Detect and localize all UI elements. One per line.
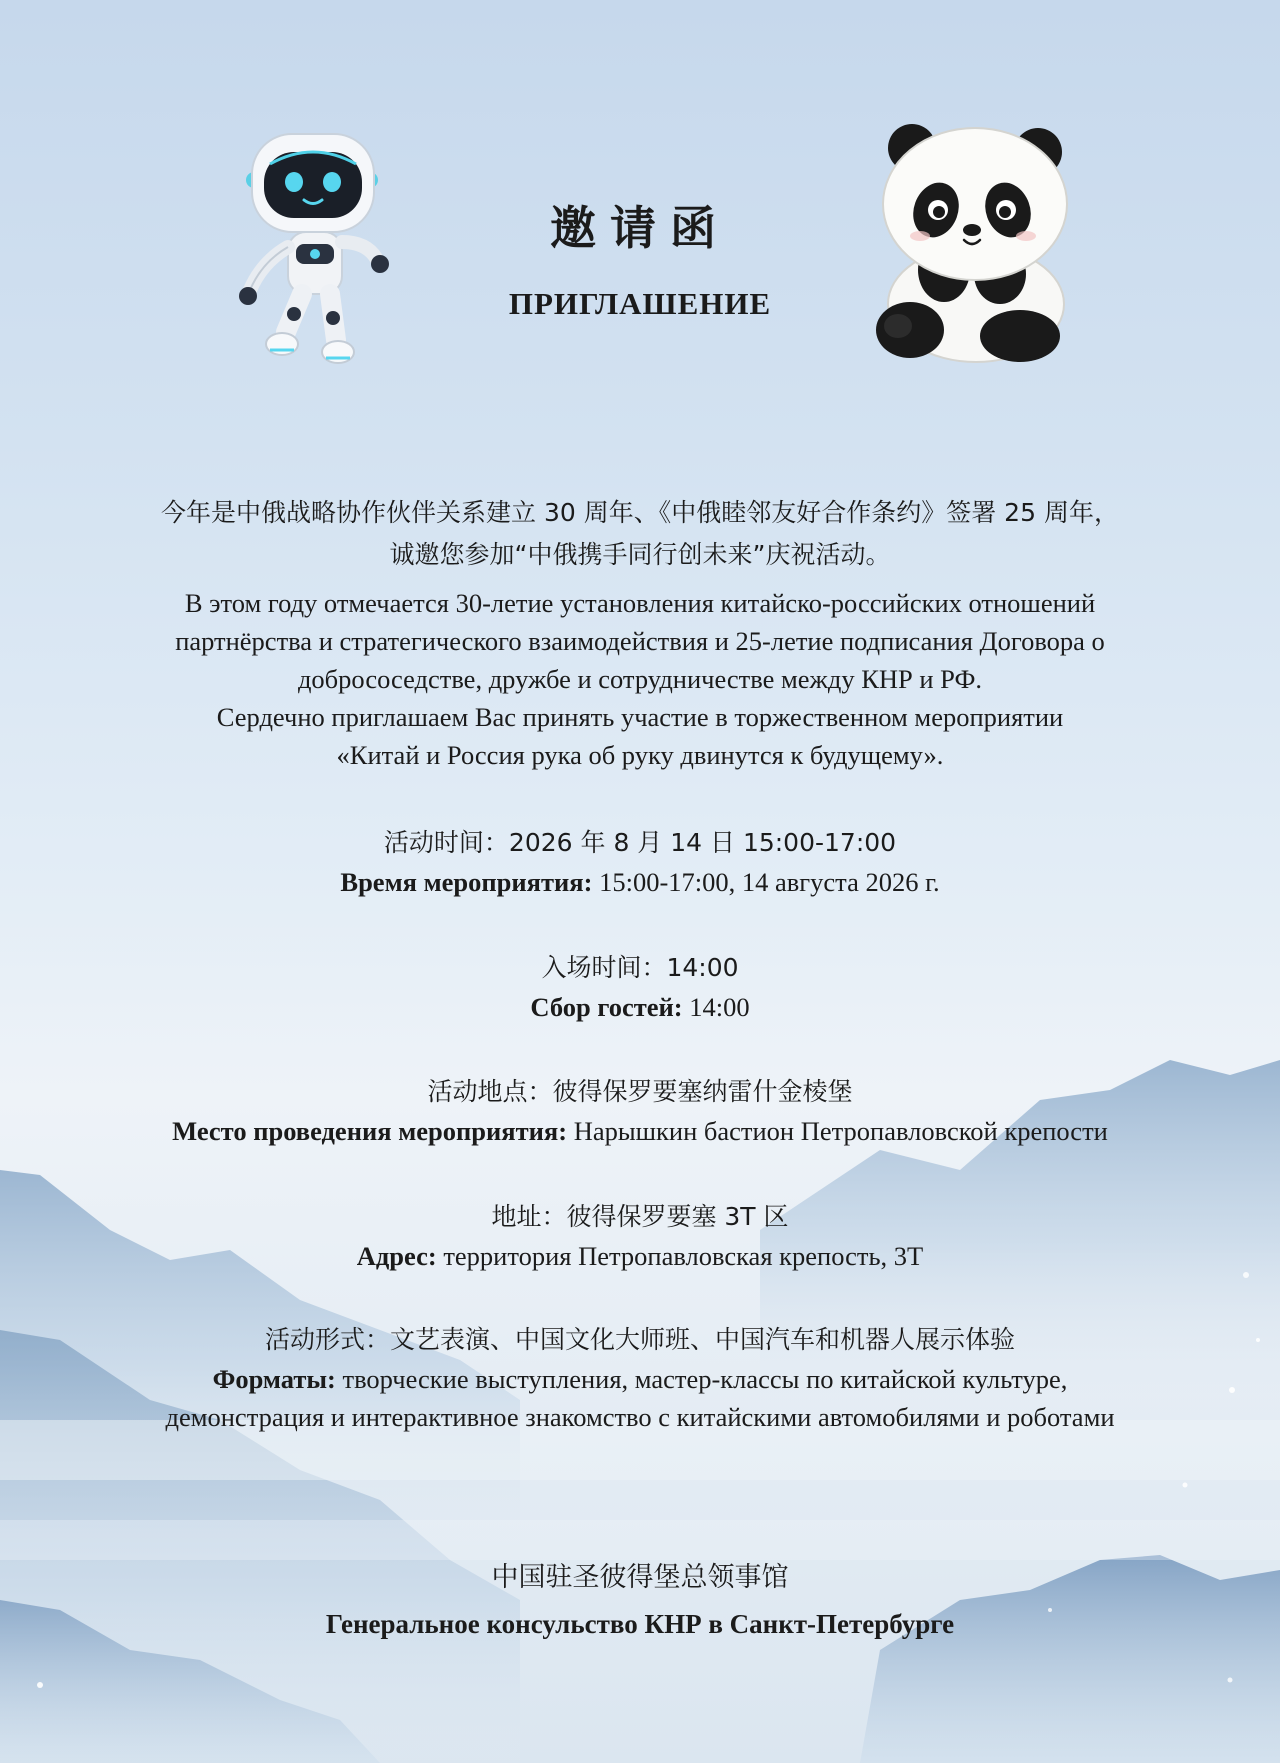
formats-section (60, 1320, 1220, 1436)
event-time-cn: 活动时间：2026 年 8 月 14 日 15:00-17:00 (383, 828, 897, 857)
venue-section (60, 1072, 1220, 1150)
consulate-signature (60, 1555, 1220, 1643)
address-ru-value: территория Петропавловская крепость, 3Т (436, 1241, 924, 1271)
entry-time-ru-value: 14:00 (682, 992, 750, 1022)
event-time-ru-value: 15:00-17:00, 14 августа 2026 г. (592, 867, 940, 897)
address-ru (60, 1237, 1220, 1275)
formats-ru-label: Форматы: (212, 1364, 336, 1394)
consulate-cn: 中国驻圣彼得堡总领事馆 (491, 1562, 789, 1593)
event-time-section (60, 823, 1220, 901)
intro-ru-line-4: Сердечно приглашаем Вас принять участие в торжественном мероприятии (216, 702, 1064, 732)
venue-ru-value: Нарышкин бастион Петропавловской крепости (567, 1116, 1108, 1146)
intro-section (60, 492, 1220, 774)
formats-ru-value: творческие выступления, мастер-классы по китайской культуре, (335, 1364, 1068, 1394)
address-cn: 地址：彼得保罗要塞 3T 区 (491, 1202, 789, 1231)
address-section (60, 1197, 1220, 1275)
intro-ru-line-3: добрососедстве, дружбе и сотрудничестве между КНР и РФ. (297, 664, 983, 694)
entry-time-cn: 入场时间：14:00 (541, 953, 739, 982)
formats-cn: 活动形式：文艺表演、中国文化大师班、中国汽车和机器人展示体验 (264, 1325, 1015, 1354)
entry-time-ru (60, 988, 1220, 1026)
entry-time-ru-label: Сбор гостей: (530, 992, 683, 1022)
title-russian: ПРИГЛАШЕНИЕ (508, 286, 772, 321)
address-ru-label: Адрес: (356, 1241, 437, 1271)
event-time-ru (60, 863, 1220, 901)
venue-ru (60, 1112, 1220, 1150)
intro-cn-line-1: 今年是中俄战略协作伙伴关系建立 30 周年、《中俄睦邻友好合作条约》签署 25 周年， (161, 498, 1119, 527)
intro-ru-line-2: партнёрства и стратегического взаимодействия и 25-летие подписания Договора о (175, 626, 1105, 656)
intro-cn-line-2: 诚邀您参加“中俄携手同行创未来”庆祝活动。 (389, 540, 891, 569)
event-time-ru-label: Время мероприятия: (340, 867, 593, 897)
venue-cn: 活动地点：彼得保罗要塞纳雷什金棱堡 (427, 1077, 853, 1106)
entry-time-section (60, 948, 1220, 1026)
title-chinese: 邀请函 (550, 201, 730, 255)
intro-ru-line-1: В этом году отмечается 30-летие установления китайско-российских отношений (184, 588, 1096, 618)
formats-ru-line-2: демонстрация и интерактивное знакомство с китайскими автомобилями и роботами (165, 1402, 1115, 1432)
formats-ru (60, 1360, 1220, 1398)
venue-ru-label: Место проведения мероприятия: (172, 1116, 568, 1146)
consulate-ru: Генеральное консульство КНР в Санкт-Петербурге (325, 1609, 955, 1639)
intro-ru-line-5: «Китай и Россия рука об руку двинутся к будущему». (336, 740, 944, 770)
